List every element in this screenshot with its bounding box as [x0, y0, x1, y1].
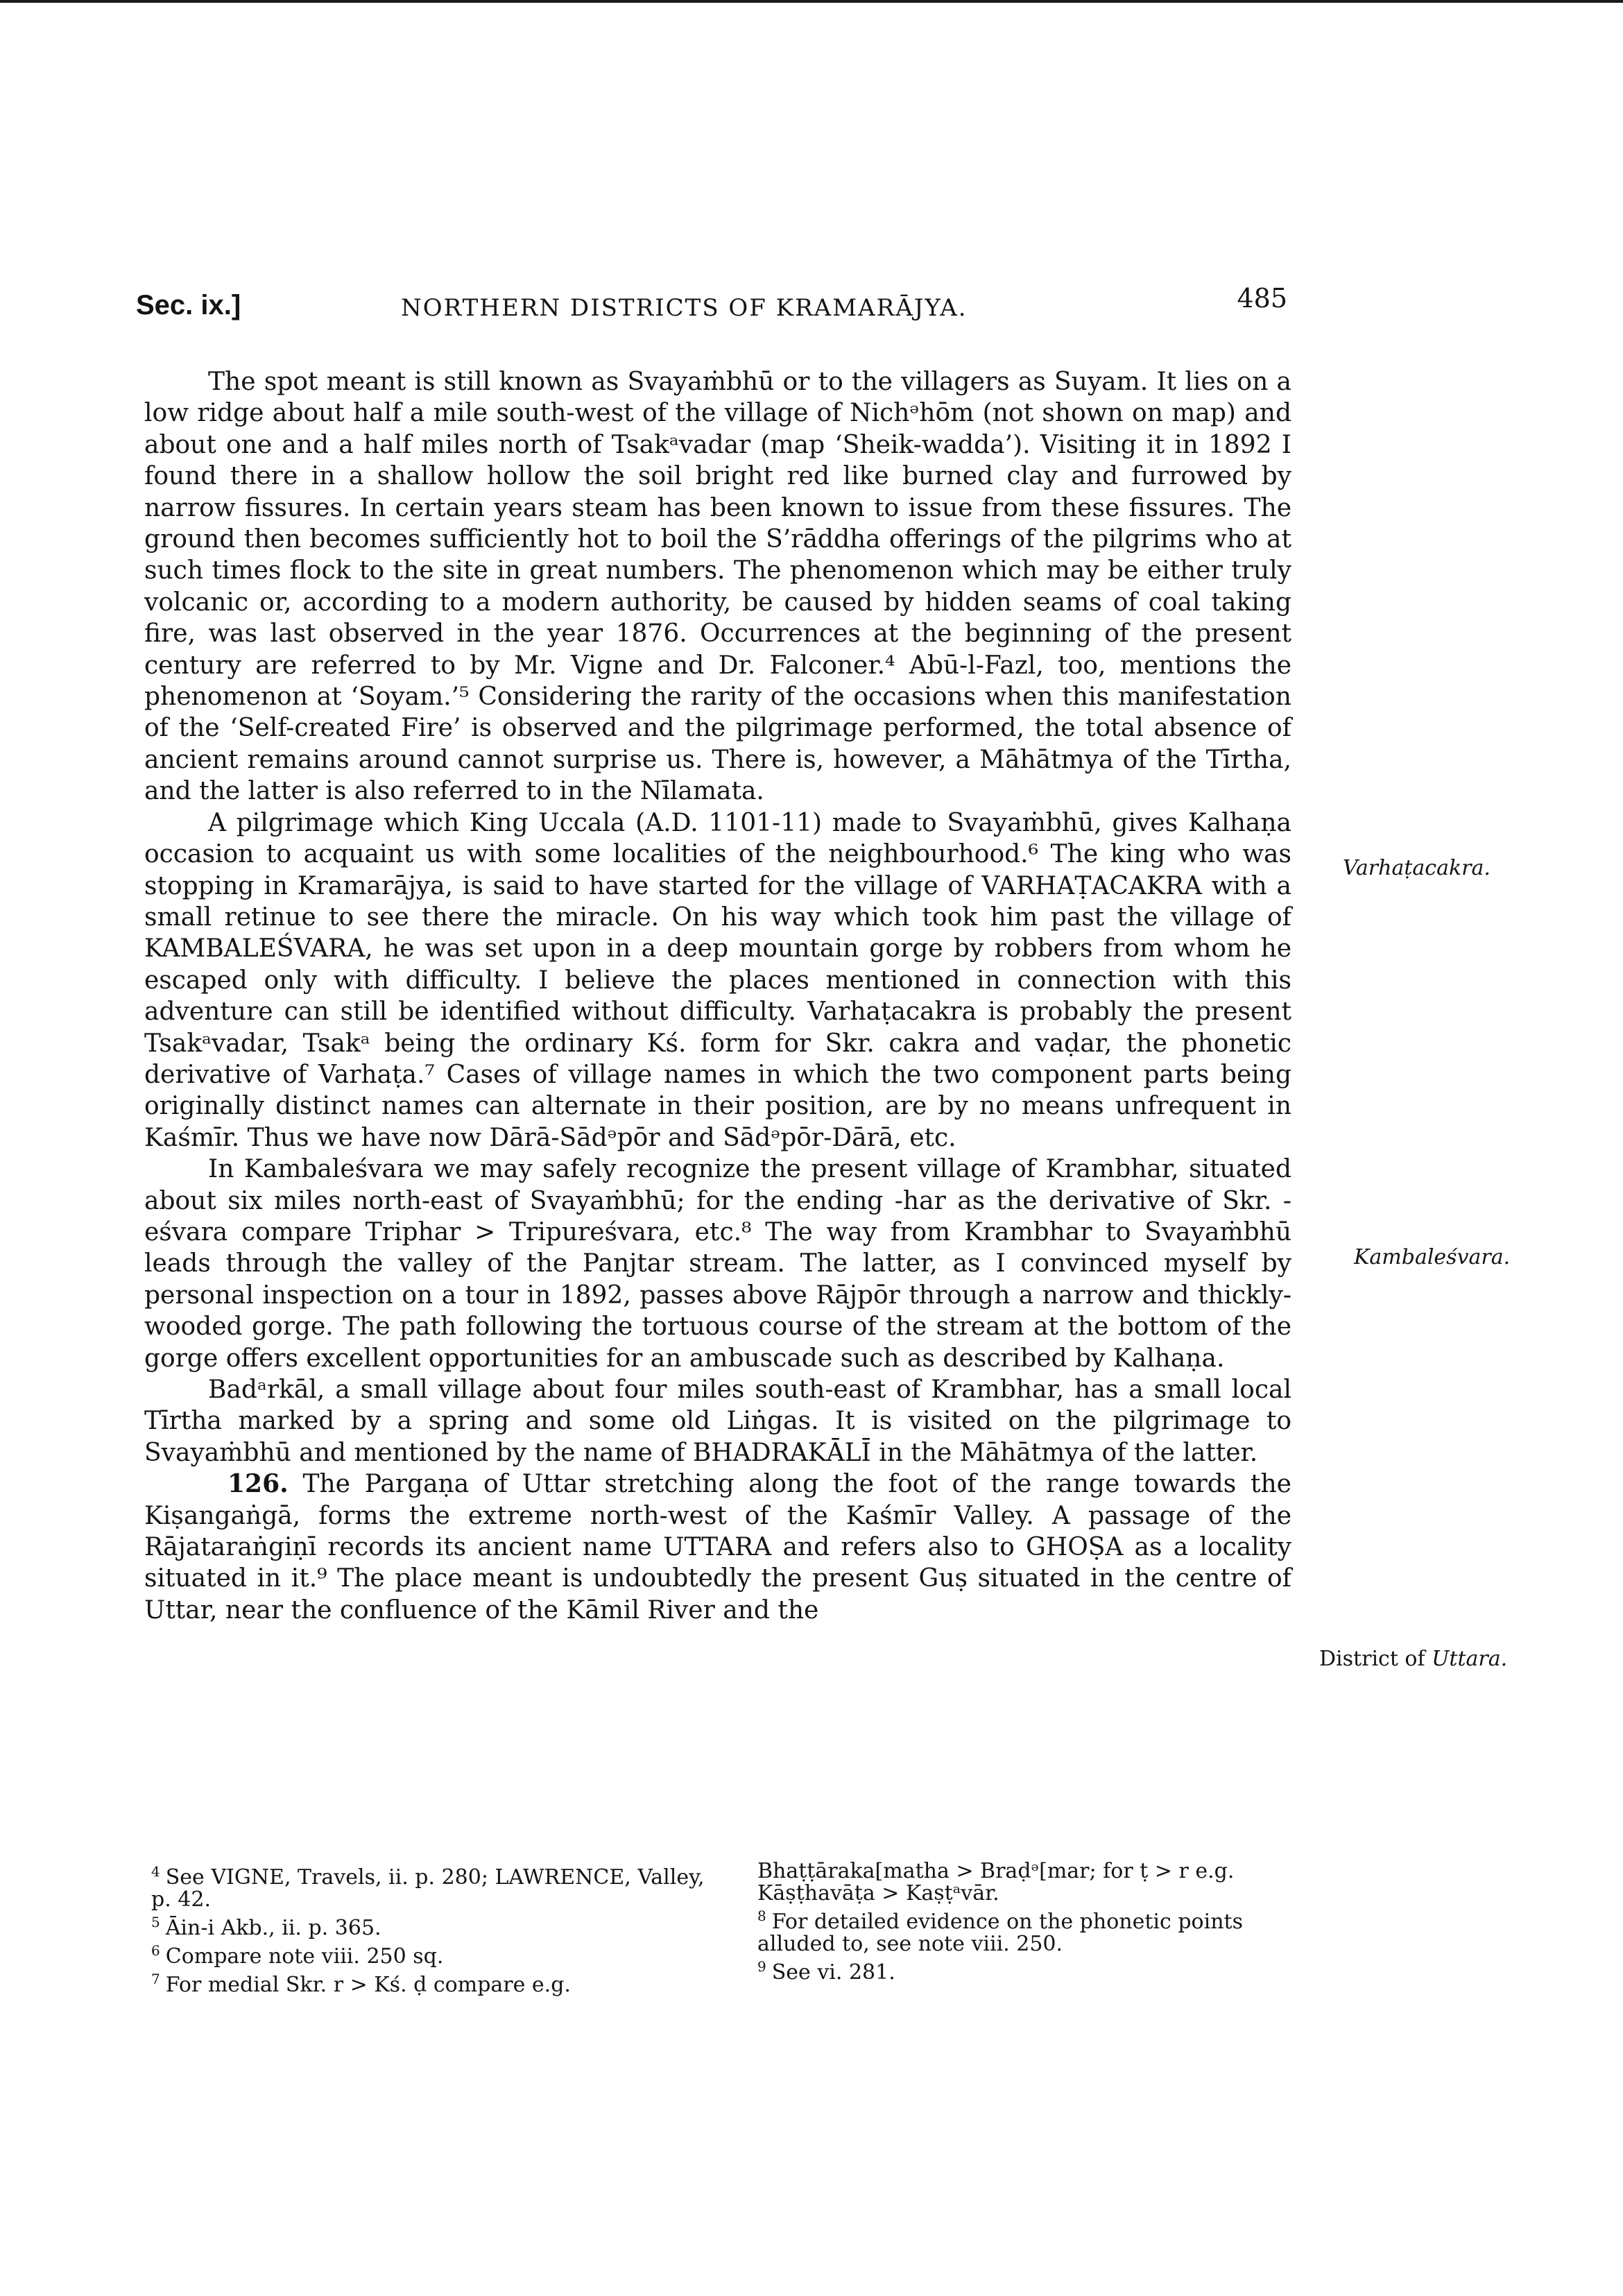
footnote-7: $^7$ For medial Skr. r > Kś. ḍ compare e.g.	[151, 1971, 571, 1997]
paragraph-kambalesvara: In Kambaleśvara we may safely recognize the present village of Krambhar, situated about six miles north-east of Svayaṁbhū; for the ending -har as the derivative of Skr. -eśvara compare Triphar > Tripureśvara, etc.⁸ The way from Krambhar to Svayaṁbhū leads through the valley of the Panjtar stream. The latter, as I convinced myself by personal inspection on a tour in 1892, passes above Rājpōr through a narrow and thickly-wooded gorge. The path following the tortuous course of the stream at the bottom of the gorge offers excellent opportunities for an ambuscade such as described by Kalhaṇa.	[144, 1155, 1291, 1373]
running-header	[136, 277, 1287, 333]
paragraph-uccala-pilgrimage: A pilgrimage which King Uccala (A.D. 1101-11) made to Svayaṁbhū, gives Kalhaṇa occasion to acquaint us with some localities of the neighbourhood.⁶ The king who was stopping in Kramarājya, is said to have started for the village of VARHAṬACAKRA with a small retinue to see there the miracle. On his way which took him past the village of KAMBALEŚVARA, he was set upon in a deep mountain gorge by robbers from whom he escaped only with difficulty. I believe the places mentioned in connection with this adventure can still be identified without difficulty. Varhaṭacakra is probably the present Tsakᵃvadar, Tsakᵃ being the ordinary Kś. form for Skr. cakra and vaḍar, the phonetic derivative of Varhaṭa.⁷ Cases of village names in which the two component parts being originally distinct names can alternate in their position, are by no means unfrequent in Kaśmīr. Thus we have now Dārā-Sādᵊpōr and Sādᵊpōr-Dārā, etc.	[144, 808, 1291, 1152]
footnote-7-continued: Bhaṭṭāraka[matha > Braḍᵊ[mar; for ṭ > r e.g. Kāṣṭhavāṭa > Kaṣṭᵃvār.	[757, 1859, 1235, 1905]
section-label: Sec. ix.]	[136, 290, 241, 320]
margin-note-varhatacakra: Varhaṭacakra.	[1343, 856, 1491, 880]
footnotes-right-column	[757, 1860, 1305, 1984]
footnote-8: $^8$ For detailed evidence on the phonetic points alluded to, see note viii. 250.	[757, 1908, 1243, 1956]
footnote-4: $^4$ See VIGNE, Travels, ii. p. 280; LAWRENCE, Valley, p. 42.	[151, 1863, 705, 1912]
paragraph-section-126	[144, 1468, 1291, 1626]
section-number: 126.	[227, 1469, 289, 1499]
footnote-6: $^6$ Compare note viii. 250 sq.	[151, 1942, 444, 1969]
section-126-text: The Pargaṇa of Uttar stretching along the foot of the range towards the Kiṣangaṅgā, forms the extreme north-west of the Kaśmīr Valley. A passage of the Rājataraṅgiṇī records its ancient name UTTARA and refers also to GHOṢA as a locality situated in it.⁹ The place meant is undoubtedly the present Guṣ situated in the centre of Uttar, near the confluence of the Kāmil River and the	[144, 1470, 1291, 1625]
margin-note-kambalesvara: Kambaleśvara.	[1354, 1245, 1511, 1269]
main-text	[144, 366, 1291, 1626]
page-number: 485	[1237, 283, 1287, 314]
footnote-5: $^5$ Āin-i Akb., ii. p. 365.	[151, 1914, 381, 1940]
margin-note-uttara	[1319, 1647, 1507, 1671]
margin-note-uttara-prefix: District of	[1319, 1647, 1425, 1671]
paragraph-svayambhu: The spot meant is still known as Svayaṁbhū or to the villagers as Suyam. It lies on a low ridge about half a mile south-west of the village of Nichᵊhōm (not shown on map) and about one and a half miles north of Tsakᵃvadar (map ‘Sheik-wadda’). Visiting it in 1892 I found there in a shallow hollow the soil bright red like burned clay and furrowed by narrow fissures. In certain years steam has been known to issue from these fissures. The ground then becomes sufficiently hot to boil the S’rāddha offerings of the pilgrims who at such times flock to the site in great numbers. The phenomenon which may be either truly volcanic or, according to a modern authority, be caused by hidden seams of coal taking fire, was last observed in the year 1876. Occurrences at the beginning of the present century are referred to by Mr. Vigne and Dr. Falconer.⁴ Abū-l-Fazl, too, mentions the phenomenon at ‘Soyam.’⁵ Considering the rarity of the occasions when this manifestation of the ‘Self-created Fire’ is observed and the pilgrimage performed, the total absence of ancient remains around cannot surprise us. There is, however, a Māhātmya of the Tīrtha, and the latter is also referred to in the Nīlamata.	[144, 368, 1291, 806]
page-title: NORTHERN DISTRICTS OF KRAMARĀJYA.	[401, 294, 968, 322]
page-top-border	[0, 0, 1623, 3]
footnotes-left-column	[151, 1860, 720, 1996]
paragraph-badarkal: Badᵃrkāl, a small village about four miles south-east of Krambhar, has a small local Tīrtha marked by a spring and some old Liṅgas. It is visited on the pilgrimage to Svayaṁbhū and mentioned by the name of BHADRAKĀLĪ in the Māhātmya of the latter.	[144, 1376, 1291, 1467]
margin-note-uttara-name: Uttara.	[1432, 1647, 1508, 1671]
footnote-9: $^9$ See vi. 281.	[757, 1958, 895, 1985]
